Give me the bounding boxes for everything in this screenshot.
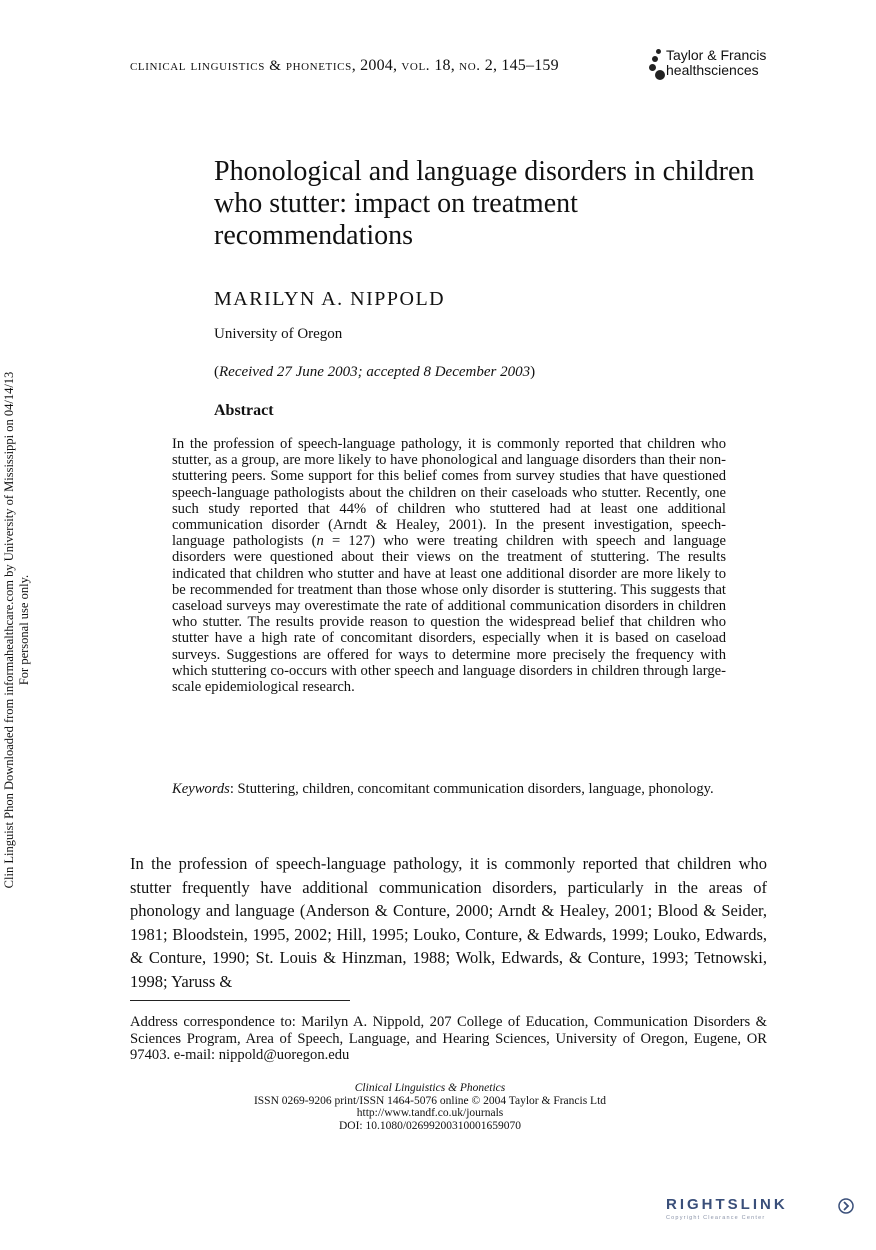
rightslink-logo[interactable]: [660, 1196, 860, 1226]
download-watermark-line1: Clin Linguist Phon Downloaded from informahealthcare.com by University of Mississippi on 04/14/13: [2, 371, 16, 889]
running-head: [130, 57, 650, 75]
download-watermark: [0, 320, 40, 940]
keywords-separator: :: [229, 781, 238, 797]
volume-number: 18,: [430, 57, 460, 74]
author-name: MARILYN A. NIPPOLD: [214, 288, 446, 310]
abstract-body: [172, 436, 726, 695]
download-watermark-text: [2, 320, 32, 940]
correspondence-footnote: Address correspondence to: Marilyn A. Nippold, 207 College of Education, Communication Disorders & Sciences Program, Area of Speech, Language, and Hearing Sciences, University of Oregon, Eugene, OR 97403. e-mail: nippold@uoregon.edu: [130, 1014, 767, 1063]
publisher-name: Taylor & Francis: [666, 47, 767, 63]
journal-year: , 2004,: [351, 57, 402, 74]
keywords-text: Stuttering, children, concomitant communication disorders, language, phonology.: [237, 781, 714, 797]
volume-label: vol.: [401, 58, 431, 74]
rightslink-arrow-icon: [838, 1198, 854, 1214]
download-watermark-line2: For personal use only.: [17, 574, 31, 686]
received-close-paren: ): [530, 364, 536, 380]
journal-info-issn: ISSN 0269-9206 print/ISSN 1464-5076 online © 2004 Taylor & Francis Ltd: [253, 1094, 607, 1107]
received-open-paren: (: [214, 364, 219, 380]
rightslink-text: RIGHTSLINK: [666, 1196, 788, 1213]
received-text: Received 27 June 2003; accepted 8 December 2003: [219, 364, 531, 380]
abstract-text-part1: In the profession of speech-language pathology, it is commonly reported that children who stutter, as a group, are more likely to have phonological and language disorders than their non-stuttering peers. Some support for this belief comes from survey studies that have questioned speech-language pathologists about the children on their caseloads who stutter. Recently, one such study reported that 44% of children who stuttered had at least one additional communication disorder (Arndt & Healey, 2001). In the present investigation, speech-language pathologists (: [172, 436, 726, 550]
abstract-heading: Abstract: [214, 402, 274, 419]
publisher-logo: [646, 47, 776, 81]
journal-info-doi: DOI: 10.1080/02699200310001659070: [338, 1119, 522, 1132]
footnote-rule: [130, 1000, 350, 1001]
journal-info: [200, 1082, 660, 1132]
issue-label: no.: [459, 58, 481, 74]
journal-name: clinical linguistics & phonetics: [130, 58, 352, 74]
journal-info-url[interactable]: http://www.tandf.co.uk/journals: [356, 1107, 504, 1120]
issue-pages: 2, 145–159: [480, 57, 559, 74]
rightslink-subtext: Copyright Clearance Center: [666, 1215, 766, 1221]
abstract-n-variable: n: [316, 533, 324, 550]
publisher-division: healthsciences: [666, 62, 759, 78]
dots-icon: [648, 49, 668, 79]
author-affiliation: University of Oregon: [214, 326, 343, 342]
abstract-text-part2: = 127) who were treating children with speech and language disorders were questioned about their views on the treatment of stuttering. The results indicated that children who stutter and have at least one additional disorder are more likely to be recommended for treatment than those whose only disorder is stuttering. This suggests that caseload surveys may overestimate the rate of additional communication disorders in children who stutter. The results provide reason to question the widespread belief that children who stutter have a high rate of concomitant disorders, especially when it is based on caseload surveys. Suggestions are offered for ways to determine more precisely the frequency with which stuttering co-occurs with other speech and language disorders in children through large-scale epidemiological research.: [172, 533, 726, 696]
article-title: Phonological and language disorders in children who stutter: impact on treatment recommendations: [214, 156, 755, 251]
keywords-label: Keywords: [172, 781, 230, 797]
journal-info-name: Clinical Linguistics & Phonetics: [354, 1082, 506, 1094]
keywords: [172, 781, 726, 798]
body-paragraph: In the profession of speech-language pathology, it is commonly reported that children who stutter frequently have additional communication disorders, particularly in the areas of phonology and language (Anderson & Conture, 2000; Arndt & Healey, 2001; Blood & Seider, 1981; Bloodstein, 1995, 2002; Hill, 1995; Louko, Conture, & Edwards, 1999; Louko, Edwards, & Conture, 1990; St. Louis & Hinzman, 1988; Wolk, Edwards, & Conture, 1993; Tetnowski, 1998; Yaruss &: [130, 854, 767, 991]
received-dates: [214, 364, 535, 381]
